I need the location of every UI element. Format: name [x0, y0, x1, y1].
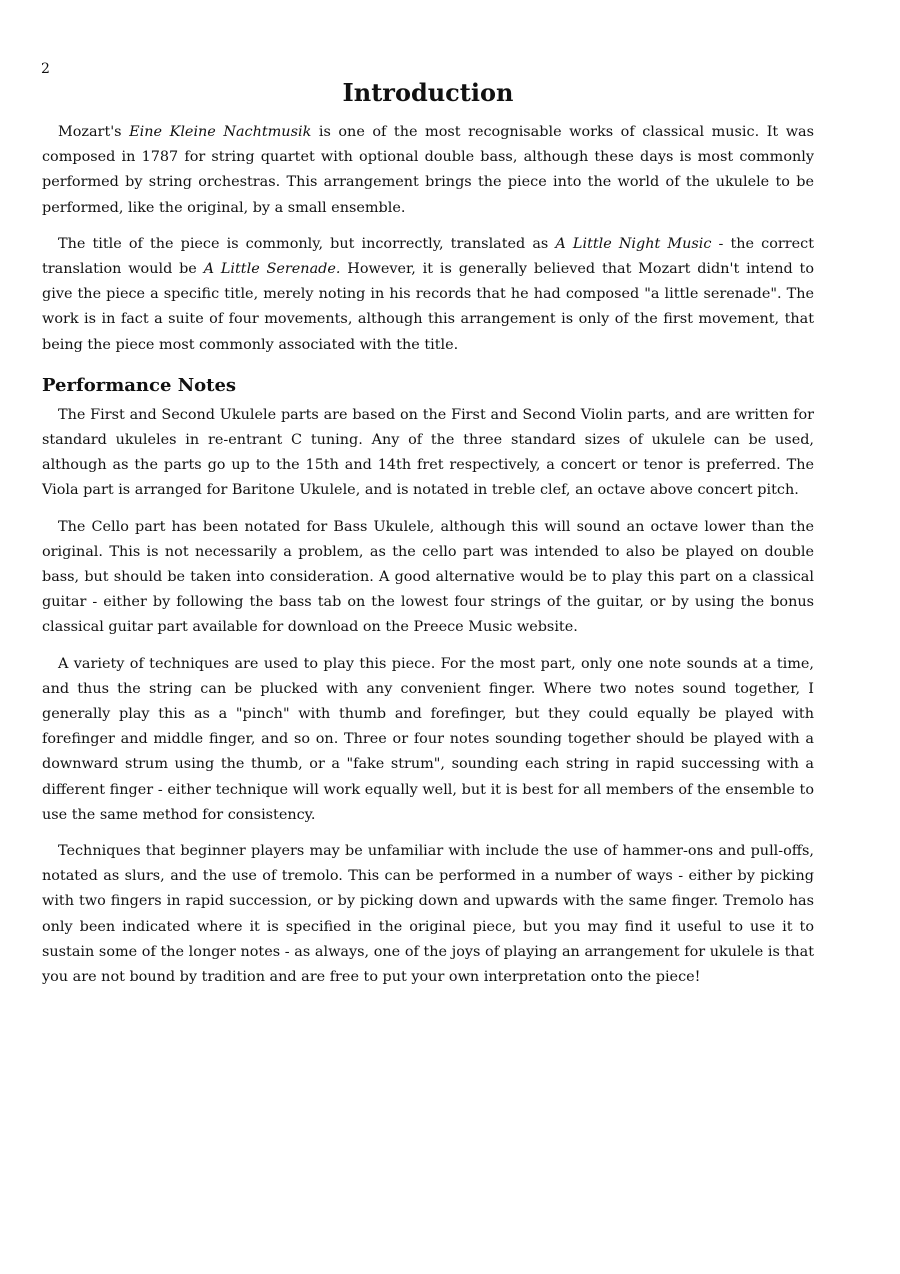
page-number: 2 [41, 61, 50, 77]
performance-paragraph-4: Techniques that beginner players may be unfamiliar with include the use of hammer-ons and pull-offs, notated as slurs, and the use of tremolo. This can be performed in a number of ways - either by picking with two fingers in rapid succession, or by picking down and upwards with the same finger. Tremolo has only been indicated where it is specified in the original piece, but you may find it useful to use it to sustain some of the longer notes - as always, one of the joys of playing an arrangement for ukulele is that you are not bound by tradition and are free to put your own interpretation onto the piece! [42, 843, 814, 986]
performance-paragraph-2: The Cello part has been notated for Bass Ukulele, although this will sound an octave lower than the original. This is not necessarily a problem, as the cello part was intended to also be played on double bass, but should be taken into consideration. A good alternative would be to play this part on a classical guitar - either by following the bass tab on the lowest four strings of the guitar, or by using the bonus classical guitar part available for download on the Preece Music website. [42, 518, 814, 636]
translation-italic-1: A Little Night Music [555, 235, 712, 252]
page-title: Introduction [342, 78, 514, 107]
intro-paragraph-2 [42, 232, 814, 358]
intro-p2-text-start: The title of the piece is commonly, but incorrectly, translated as [58, 235, 556, 252]
intro-p1-text-start: Mozart's [58, 124, 130, 140]
intro-paragraph-1 [42, 120, 814, 221]
performance-paragraph-3: A variety of techniques are used to play this piece. For the most part, only one note sounds at a time, and thus the string can be plucked with any convenient finger. Where two notes sound together, I generally play this as a "pinch" with thumb and forefinger, but they could equally be played with forefinger and middle finger, and so on. Three or four notes sounding together should be played with a downward strum using the thumb, or a "fake strum", sounding each string in rapid successing with a different finger - either technique will work equally well, but it is best for all members of the ensemble to use the same method for consistency. [42, 655, 814, 823]
intro-p2-text-middle: - the correct translation would be [42, 235, 815, 278]
performance-paragraph-1: The First and Second Ukulele parts are based on the First and Second Violin parts, and are written for standard ukuleles in re-entrant C tuning. Any of the three standard sizes of ukulele can be used, although as the parts go up to the 15th and 14th fret respectively, a concert or tenor is preferred. The Viola part is arranged for Baritone Ukulele, and is notated in treble clef, an octave above concert pitch. [42, 406, 814, 499]
work-title-italic: Eine Kleine Nachtmusik [129, 124, 312, 140]
section-heading-performance-notes: Performance Notes [42, 374, 237, 396]
intro-p2-text-end: However, it is generally believed that Mozart didn't intend to give the piece a specific title, merely noting in his records that he had composed "a little serenade". The work is in fact a suite of four movements, although this arrangement is only of the first movement, that being the piece most commonly associated with the title. [42, 261, 814, 353]
intro-p1-text-end: is one of the most recognisable works of classical music. It was composed in 1787 for string quartet with optional double bass, although these days is most commonly performed by string orchestras. This arrangement brings the piece into the world of the ukulele to be performed, like the original, by a small ensemble. [42, 124, 815, 216]
page-content [42, 78, 814, 1001]
translation-italic-2: A Little Serenade. [203, 261, 341, 278]
